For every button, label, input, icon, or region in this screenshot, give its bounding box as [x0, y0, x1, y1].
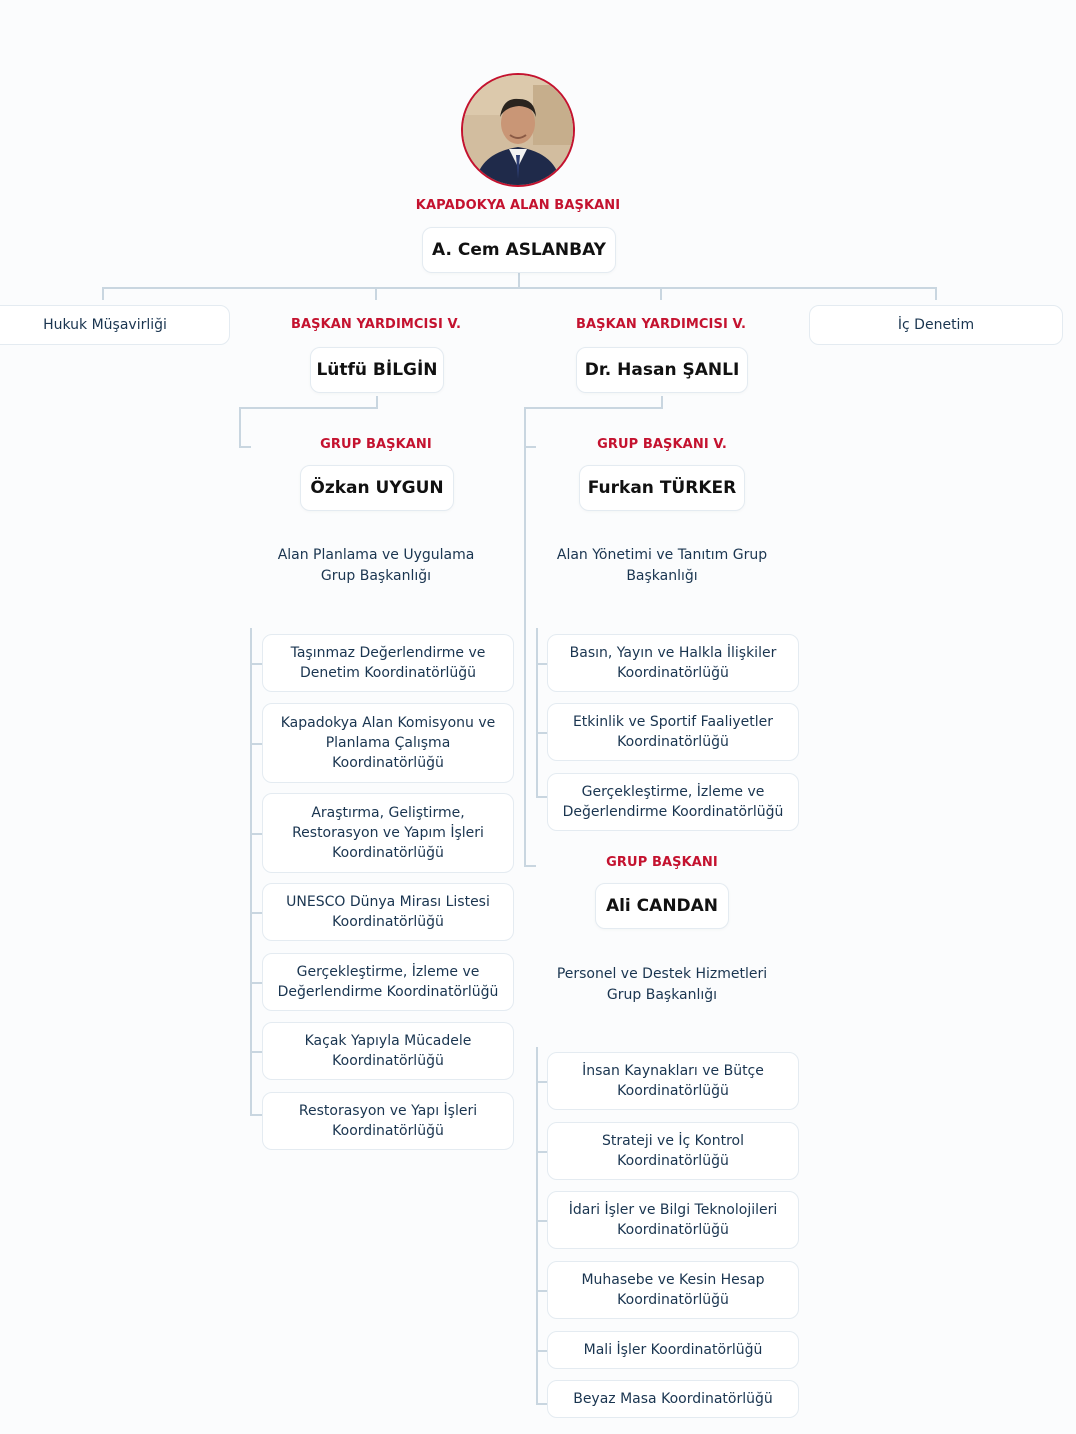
connector-deputy-1-vertical	[239, 407, 241, 447]
unit-label-line: Araştırma, Geliştirme,	[311, 805, 465, 821]
unit-card[interactable]	[262, 953, 514, 1011]
unit-label-line: Koordinatörlüğü	[332, 755, 444, 771]
unit-label-line: Değerlendirme Koordinatörlüğü	[562, 804, 784, 820]
side-unit-hukuk[interactable]: Hukuk Müşavirliği	[0, 305, 230, 345]
unit-label-line: Değerlendirme Koordinatörlüğü	[277, 984, 499, 1000]
side-unit-ic-denetim[interactable]: İç Denetim	[809, 305, 1063, 345]
group-3-description	[532, 964, 792, 1006]
description-line: Başkanlığı	[626, 568, 698, 584]
connector-deputy-2-vertical	[524, 407, 526, 867]
unit-label-line: Gerçekleştirme, İzleme ve	[581, 784, 765, 800]
unit-label-line: Planlama Çalışma	[325, 735, 451, 751]
unit-label-line: İnsan Kaynakları ve Bütçe	[582, 1063, 764, 1079]
connector-drop-deputy-1	[375, 287, 377, 300]
connector-group-1-units	[250, 628, 252, 1116]
unit-card[interactable]	[262, 1092, 514, 1150]
connector-top-horizontal	[102, 287, 936, 289]
unit-label-line: Muhasebe ve Kesin Hesap	[581, 1272, 765, 1288]
unit-label-line: Koordinatörlüğü	[617, 1083, 729, 1099]
unit-label-line: Koordinatörlüğü	[617, 1153, 729, 1169]
unit-label-line: Koordinatörlüğü	[617, 665, 729, 681]
deputy-2-role: BAŞKAN YARDIMCISI V.	[575, 317, 747, 332]
group-2-role: GRUP BAŞKANI V.	[597, 437, 727, 452]
unit-label-line: Kaçak Yapıyla Mücadele	[304, 1033, 472, 1049]
connector-head-down	[518, 273, 520, 288]
connector-tick	[250, 982, 262, 984]
connector-drop-deputy-2	[660, 287, 662, 300]
connector-tick	[250, 912, 262, 914]
connector-tick	[250, 663, 262, 665]
unit-label-line: Koordinatörlüğü	[617, 1292, 729, 1308]
deputy-1-name[interactable]: Lütfü BİLGİN	[310, 347, 444, 393]
connector-drop-ic-denetim	[935, 287, 937, 300]
head-name[interactable]: A. Cem ASLANBAY	[422, 227, 616, 273]
unit-label-line: Taşınmaz Değerlendirme ve	[290, 645, 486, 661]
group-1-role: GRUP BAŞKANI	[320, 437, 432, 452]
unit-label-line: Koordinatörlüğü	[332, 1123, 444, 1139]
connector-drop-hukuk	[102, 287, 104, 300]
connector-deputy-1-horizontal	[239, 407, 378, 409]
unit-label-line: Koordinatörlüğü	[332, 914, 444, 930]
head-avatar	[461, 73, 575, 187]
unit-label-line: İdari İşler ve Bilgi Teknolojileri	[568, 1202, 778, 1218]
group-2-name[interactable]: Furkan TÜRKER	[579, 465, 745, 511]
group-3-role: GRUP BAŞKANI	[606, 855, 718, 870]
unit-card[interactable]	[547, 1052, 799, 1110]
unit-label-line: Strateji ve İç Kontrol	[602, 1133, 744, 1149]
unit-card[interactable]	[547, 1331, 799, 1369]
connector-deputy-2-tick-1	[524, 446, 536, 448]
unit-label-line: Gerçekleştirme, İzleme ve	[296, 964, 480, 980]
unit-card[interactable]	[262, 634, 514, 692]
description-line: Alan Yönetimi ve Tanıtım Grup	[556, 547, 768, 563]
unit-label-line: Beyaz Masa Koordinatörlüğü	[573, 1391, 773, 1407]
connector-deputy-1-tick	[239, 446, 251, 448]
unit-card[interactable]	[547, 703, 799, 761]
connector-deputy-2-horizontal	[524, 407, 663, 409]
unit-label-line: Koordinatörlüğü	[332, 1053, 444, 1069]
unit-card[interactable]	[547, 1261, 799, 1319]
deputy-1-role: BAŞKAN YARDIMCISI V.	[290, 317, 462, 332]
unit-label-line: Koordinatörlüğü	[617, 1222, 729, 1238]
person-photo-icon	[463, 75, 573, 185]
group-3-name[interactable]: Ali CANDAN	[595, 883, 729, 929]
group-1-description	[246, 545, 506, 587]
unit-label-line: Mali İşler Koordinatörlüğü	[583, 1342, 763, 1358]
connector-deputy-2-tick-2	[524, 865, 536, 867]
connector-tick	[250, 833, 262, 835]
unit-label-line: Restorasyon ve Yapı İşleri	[298, 1103, 478, 1119]
unit-label-line: UNESCO Dünya Mirası Listesi	[286, 894, 490, 910]
unit-label-line: Basın, Yayın ve Halkla İlişkiler	[569, 645, 777, 661]
unit-card[interactable]	[262, 883, 514, 941]
description-line: Alan Planlama ve Uygulama	[277, 547, 475, 563]
deputy-2-name[interactable]: Dr. Hasan ŞANLI	[576, 347, 748, 393]
unit-label-line: Etkinlik ve Sportif Faaliyetler	[572, 714, 774, 730]
unit-card[interactable]	[262, 703, 514, 783]
connector-tick	[250, 743, 262, 745]
unit-label-line: Kapadokya Alan Komisyonu ve	[280, 715, 496, 731]
group-1-name[interactable]: Özkan UYGUN	[300, 465, 454, 511]
connector-tick	[250, 1051, 262, 1053]
unit-card[interactable]	[262, 1022, 514, 1080]
unit-card[interactable]	[262, 793, 514, 873]
unit-label-line: Denetim Koordinatörlüğü	[299, 665, 477, 681]
group-2-description	[532, 545, 792, 587]
unit-label-line: Restorasyon ve Yapım İşleri	[292, 825, 484, 841]
unit-card[interactable]	[547, 773, 799, 831]
description-line: Personel ve Destek Hizmetleri	[556, 966, 768, 982]
unit-card[interactable]	[547, 634, 799, 692]
description-line: Grup Başkanlığı	[606, 987, 718, 1003]
unit-card[interactable]	[547, 1191, 799, 1249]
head-role: KAPADOKYA ALAN BAŞKANI	[415, 198, 621, 213]
unit-label-line: Koordinatörlüğü	[332, 845, 444, 861]
unit-label-line: Koordinatörlüğü	[617, 734, 729, 750]
unit-card[interactable]	[547, 1380, 799, 1418]
connector-tick	[250, 1114, 262, 1116]
description-line: Grup Başkanlığı	[320, 568, 432, 584]
connector-group-2-units	[536, 628, 538, 798]
unit-card[interactable]	[547, 1122, 799, 1180]
